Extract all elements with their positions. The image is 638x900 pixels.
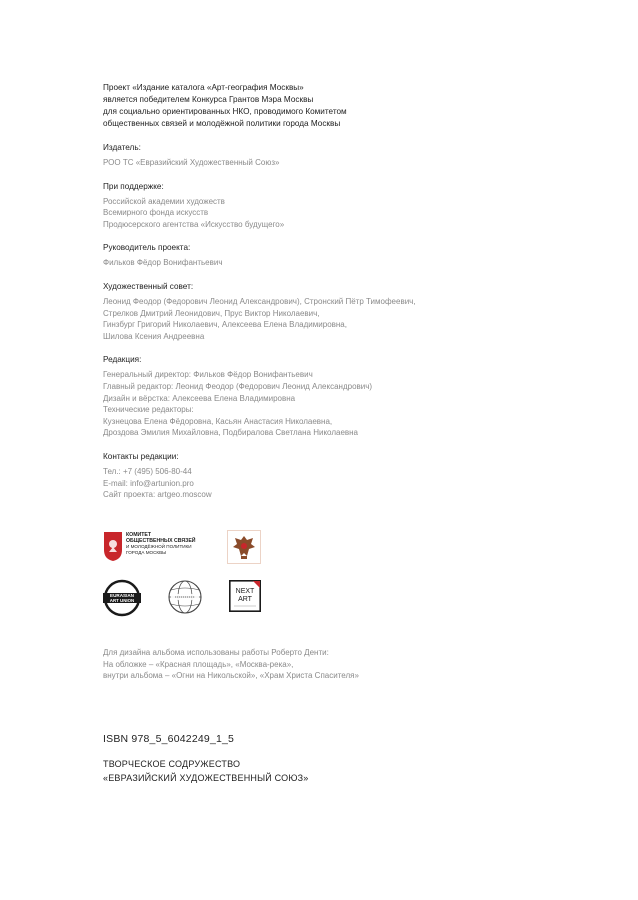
credits-line: На обложке – «Красная площадь», «Москва-река», [103, 659, 294, 669]
publisher-name-line: «ЕВРАЗИЙСКИЙ ХУДОЖЕСТВЕННЫЙ СОЮЗ» [103, 773, 309, 783]
double-headed-eagle-icon [227, 530, 261, 564]
academy-emblem [227, 530, 261, 564]
art-council-line: Гинзбург Григорий Николаевич, Алексеева Елена Владимировна, [103, 320, 347, 330]
partner-logos [103, 530, 403, 620]
publisher-name [103, 757, 308, 785]
editorial-line: Кузнецова Елена Фёдоровна, Касьян Анастасия Николаевна, [103, 416, 333, 426]
intro-line: общественных связей и молодёжной политики города Москвы [103, 119, 341, 128]
imprint-page [103, 82, 603, 501]
support-line: Всемирного фонда искусств [103, 208, 209, 218]
intro-line: Проект «Издание каталога «Арт-география Москвы» [103, 83, 304, 92]
eurasian-art-union-logo [103, 579, 141, 617]
next-art-logo [229, 580, 261, 612]
world-art-fund-logo [167, 579, 203, 615]
editorial-line: Технические редакторы: [103, 405, 194, 415]
email-line[interactable]: E-mail: info@artunion.pro [103, 478, 194, 488]
committee-text-line: ГОРОДА МОСКВЫ [126, 549, 167, 555]
credits-line: Для дизайна альбома использованы работы Роберто Денти: [103, 648, 329, 657]
eurasian-text: EURASIAN [110, 593, 134, 598]
editorial-line: Дроздова Эмилия Михайловна, Подбиралова Светлана Николаевна [103, 428, 359, 438]
project-head-section [103, 242, 603, 269]
globe-icon [167, 579, 203, 615]
editorial-line: Генеральный директор: Фильков Фёдор Вонифантьевич [103, 370, 313, 380]
phone-line: Тел.: +7 (495) 506-80-44 [103, 466, 192, 476]
intro-line: для социально ориентированных НКО, проводимого Комитетом [103, 107, 347, 116]
website-line[interactable]: Сайт проекта: artgeo.moscow [103, 490, 212, 500]
support-line: Продюсерского агентства «Искусство будущего» [103, 219, 285, 229]
eurasian-text: ART UNION [109, 598, 135, 603]
intro-paragraph [103, 82, 603, 130]
project-head-line: Фильков Фёдор Вонифантьевич [103, 258, 223, 268]
art-council-line: Леонид Феодор (Федорович Леонид Александрович), Стронский Пётр Тимофеевич, [103, 296, 416, 306]
art-council-line: Шилова Ксения Андреевна [103, 331, 205, 341]
support-line: Российской академии художеств [103, 196, 225, 206]
committee-logo [103, 530, 213, 562]
design-credits [103, 647, 359, 682]
contacts-section [103, 451, 603, 501]
art-council-line: Стрелков Дмитрий Леонидович, Прус Виктор Николаевич, [103, 308, 320, 318]
intro-line: является победителем Конкурса Грантов Мэра Москвы [103, 95, 314, 104]
editorial-line: Дизайн и вёрстка: Алексеева Елена Владимировна [103, 393, 296, 403]
editorial-heading: Редакция: [103, 355, 142, 365]
committee-text-line: ОБЩЕСТВЕННЫХ СВЯЗЕЙ [126, 538, 196, 544]
publisher-section [103, 142, 603, 169]
next-art-text: ART [238, 595, 252, 603]
committee-text-line: И МОЛОДЁЖНОЙ ПОЛИТИКИ [126, 544, 192, 549]
publisher-name-line: ТВОРЧЕСКОЕ СОДРУЖЕСТВО [103, 759, 241, 769]
project-head-heading: Руководитель проекта: [103, 243, 191, 253]
contacts-heading: Контакты редакции: [103, 451, 179, 461]
support-heading: При поддержке: [103, 181, 164, 191]
committee-text-line: КОМИТЕТ [126, 532, 152, 538]
publisher-line: РОО ТС «Евразийский Художественный Союз» [103, 158, 280, 167]
credits-line: внутри альбома – «Огни на Никольской», «Храм Христа Спасителя» [103, 671, 359, 681]
isbn: ISBN 978_5_6042249_1_5 [103, 733, 235, 745]
art-council-heading: Художественный совет: [103, 281, 194, 291]
editorial-line: Главный редактор: Леонид Феодор (Федорович Леонид Александрович) [103, 381, 373, 391]
editorial-section [103, 354, 603, 439]
next-art-text: NEXT [235, 588, 255, 595]
art-council-section [103, 281, 603, 342]
publisher-heading: Издатель: [103, 143, 141, 152]
support-section [103, 181, 603, 231]
